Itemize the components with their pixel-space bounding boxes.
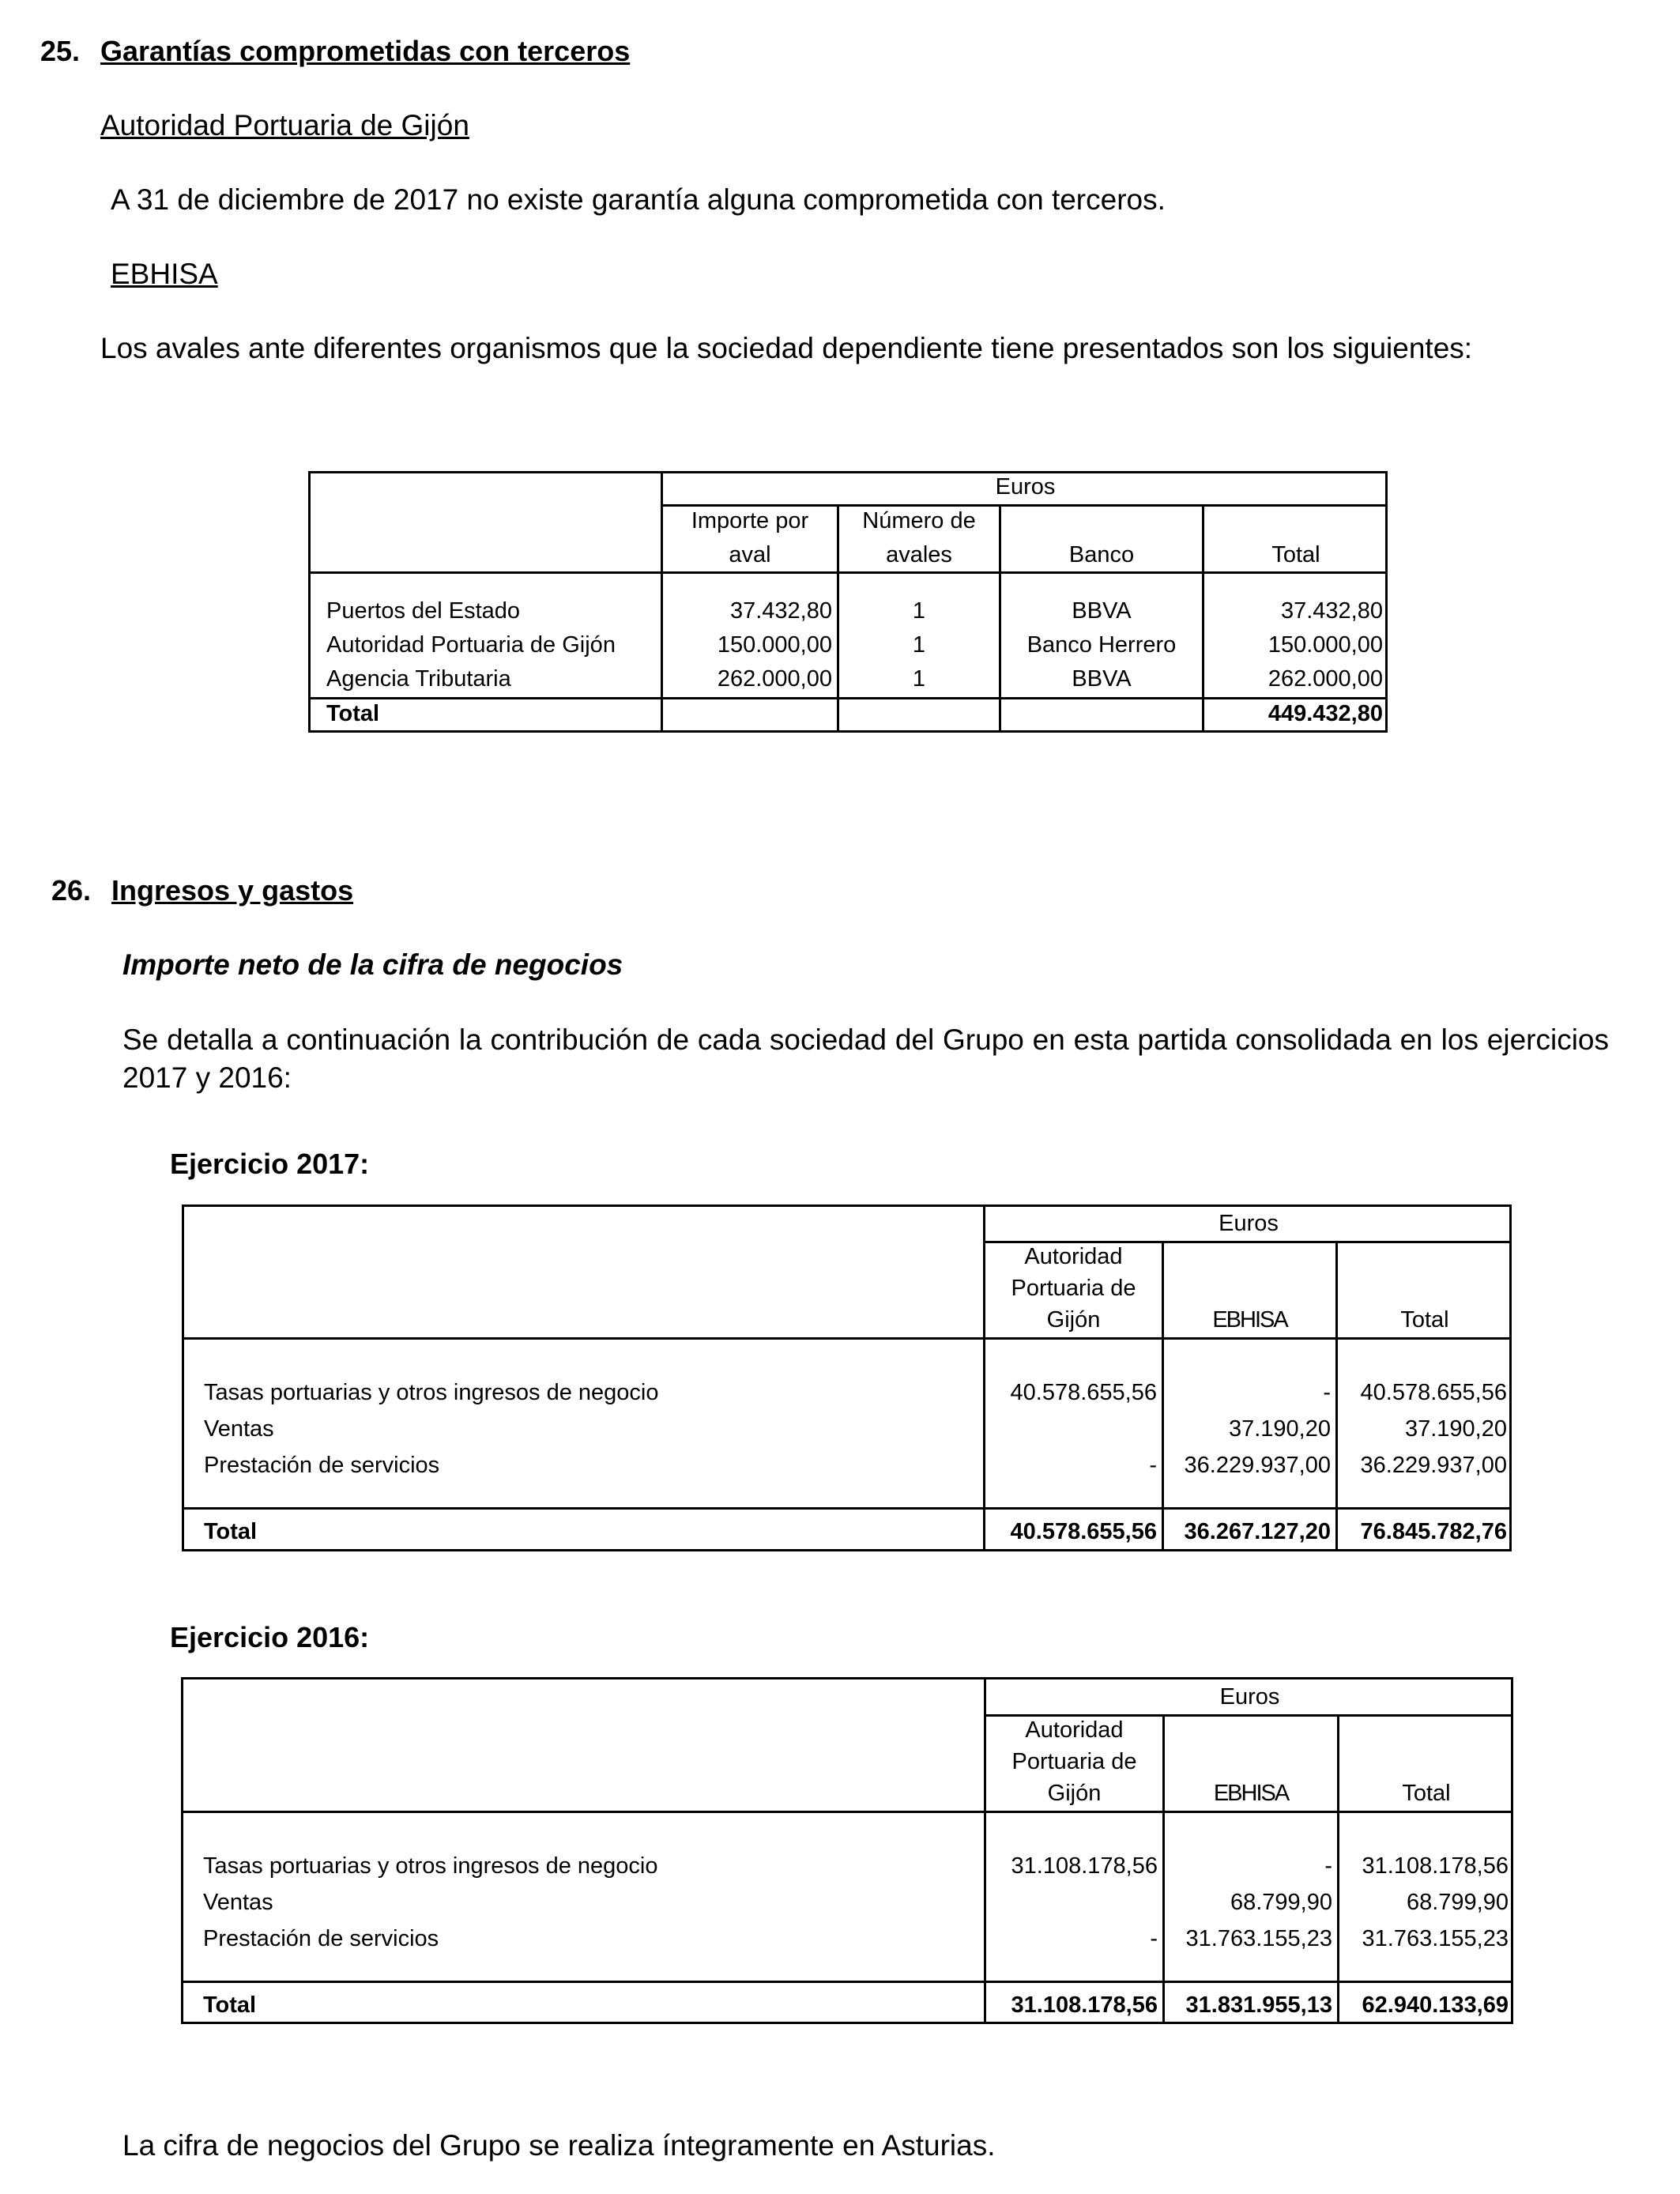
table-group-header: Euros	[1219, 1684, 1280, 1710]
table-group-header: Euros	[1219, 1211, 1279, 1236]
table-row-banco: BBVA	[1072, 598, 1132, 624]
table-row-name: Autoridad Portuaria de Gijón	[326, 632, 616, 658]
col-header-banco: Banco	[1068, 542, 1135, 567]
table-row-apg: 31.108.178,56	[1011, 1853, 1158, 1879]
col-header-apg-2: Portuaria de	[1011, 1276, 1136, 1301]
table-row-ebhisa: 68.799,90	[1230, 1890, 1332, 1915]
table-row-name: Ventas	[204, 1416, 274, 1442]
table-row-total: 36.229.937,00	[1360, 1453, 1507, 1478]
table-row-total: 37.190,20	[1404, 1416, 1507, 1442]
closing-paragraph: La cifra de negocios del Grupo se realiza íntegramente en Asturias.	[122, 2129, 996, 2162]
col-header-apg-1: Autoridad	[1024, 1244, 1123, 1269]
section-25-number: 25.	[40, 35, 81, 67]
table-row-name: Tasas portuarias y otros ingresos de negocio	[204, 1380, 659, 1405]
col-header-apg-3: Gijón	[1047, 1781, 1102, 1806]
table-row-total: 68.799,90	[1406, 1890, 1509, 1915]
col-header-apg-2: Portuaria de	[1011, 1749, 1137, 1774]
table-total-label: Total	[326, 701, 380, 726]
col-header-ebhisa: EBHISA	[1213, 1781, 1289, 1806]
col-header-ebhisa: EBHISA	[1212, 1307, 1287, 1333]
table-group-header: Euros	[995, 474, 1056, 499]
table-row-ebhisa: -	[1324, 1853, 1332, 1879]
col-header-importe-1: Importe por	[691, 508, 809, 533]
table-row-total: 31.108.178,56	[1362, 1853, 1509, 1879]
subheading-ebhisa: EBHISA	[111, 258, 218, 290]
table-total-value: 449.432,80	[1268, 701, 1383, 726]
table-row-banco: Banco Herrero	[1026, 632, 1177, 658]
table-row-total: 31.763.155,23	[1362, 1926, 1509, 1951]
table-row-name: Tasas portuarias y otros ingresos de negocio	[203, 1853, 658, 1879]
section-26-title: Ingresos y gastos	[111, 874, 354, 907]
table-row-total: 40.578.655,56	[1360, 1380, 1507, 1405]
table-total-apg: 31.108.178,56	[1011, 1992, 1158, 2018]
table-row-ebhisa: 31.763.155,23	[1185, 1926, 1332, 1951]
table-total-label: Total	[203, 1992, 257, 2018]
table-row-total: 150.000,00	[1268, 632, 1383, 658]
section-26-subtitle: Importe neto de la cifra de negocios	[122, 948, 623, 981]
table-total-total: 76.845.782,76	[1360, 1519, 1507, 1544]
table-total-apg: 40.578.655,56	[1010, 1519, 1157, 1544]
table-row-num: 1	[912, 666, 926, 692]
table-row-apg: -	[1149, 1453, 1157, 1478]
section-26-number: 26.	[51, 874, 92, 907]
table-row-apg: -	[1150, 1926, 1158, 1951]
paragraph-avales: Los avales ante diferentes organismos que la sociedad dependiente tiene presentados son los siguientes:	[100, 332, 1473, 364]
section-26-intro: Se detalla a continuación la contribución de cada sociedad del Grupo en esta partida consolidada en los ejercicios 2017 y 2016:	[122, 1023, 1609, 1094]
table-row-name: Ventas	[203, 1890, 273, 1915]
heading-2016: Ejercicio 2016:	[170, 1621, 370, 1653]
subheading-apg: Autoridad Portuaria de Gijón	[100, 109, 469, 141]
col-header-total: Total	[1400, 1307, 1449, 1333]
table-total-total: 62.940.133,69	[1362, 1992, 1509, 2018]
table-row-importe: 150.000,00	[717, 632, 832, 658]
section-25-title: Garantías comprometidas con terceros	[100, 35, 631, 67]
col-header-importe-2: aval	[729, 542, 771, 567]
table-row-num: 1	[912, 598, 926, 624]
col-header-apg-1: Autoridad	[1025, 1717, 1124, 1743]
col-header-numero-1: Número de	[862, 508, 976, 533]
table-row-ebhisa: 36.229.937,00	[1184, 1453, 1331, 1478]
table-row-name: Agencia Tributaria	[326, 666, 511, 692]
heading-2017: Ejercicio 2017:	[170, 1148, 370, 1180]
col-header-total: Total	[1271, 542, 1320, 567]
table-row-apg: 40.578.655,56	[1010, 1380, 1157, 1405]
table-row-banco: BBVA	[1072, 666, 1132, 692]
paragraph-apg: A 31 de diciembre de 2017 no existe garantía alguna comprometida con terceros.	[111, 183, 1166, 216]
table-row-ebhisa: -	[1323, 1380, 1331, 1405]
table-row-ebhisa: 37.190,20	[1228, 1416, 1331, 1442]
table-row-name: Puertos del Estado	[326, 598, 521, 624]
col-header-apg-3: Gijón	[1046, 1307, 1101, 1333]
table-row-total: 37.432,80	[1280, 598, 1383, 624]
table-row-importe: 37.432,80	[729, 598, 832, 624]
table-total-ebhisa: 31.831.955,13	[1185, 1992, 1332, 2018]
table-row-name: Prestación de servicios	[203, 1926, 439, 1951]
table-row-total: 262.000,00	[1268, 666, 1383, 692]
table-row-importe: 262.000,00	[717, 666, 832, 692]
table-total-ebhisa: 36.267.127,20	[1184, 1519, 1331, 1544]
table-row-name: Prestación de servicios	[204, 1453, 440, 1478]
col-header-numero-2: avales	[886, 542, 952, 567]
table-row-num: 1	[912, 632, 926, 658]
table-total-label: Total	[204, 1519, 258, 1544]
col-header-total: Total	[1402, 1781, 1451, 1806]
